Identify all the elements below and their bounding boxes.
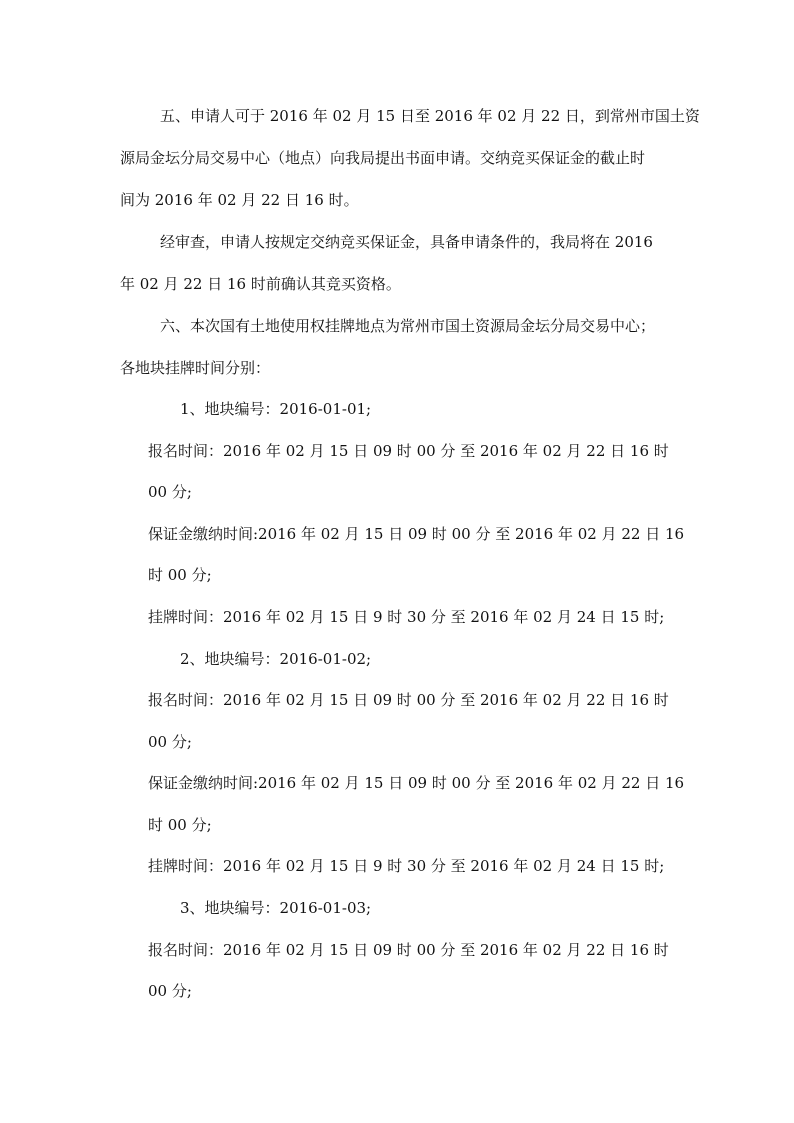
parcel-3-registration-line-1: 报名时间：2016 年 02 月 15 日 09 时 00 分 至 2016 年 02 月 22 日 16 时 bbox=[148, 941, 669, 959]
parcel-3-heading: 3、地块编号：2016-01-03; bbox=[180, 899, 372, 917]
paragraph-5-line-2: 源局金坛分局交易中心（地点）向我局提出书面申请。交纳竞买保证金的截止时 bbox=[120, 149, 646, 167]
review-paragraph-line-2: 年 02 月 22 日 16 时前确认其竞买资格。 bbox=[120, 275, 401, 293]
parcel-2-registration-line-2: 00 分; bbox=[148, 733, 192, 751]
paragraph-6-line-2: 各地块挂牌时间分别： bbox=[120, 359, 271, 377]
parcel-2-deposit-line-2: 时 00 分; bbox=[148, 816, 212, 834]
parcel-3-registration-line-2: 00 分; bbox=[148, 982, 192, 1000]
parcel-1-deposit-line-2: 时 00 分; bbox=[148, 566, 212, 584]
parcel-1-heading: 1、地块编号：2016-01-01; bbox=[180, 400, 372, 418]
parcel-2-heading: 2、地块编号：2016-01-02; bbox=[180, 650, 372, 668]
parcel-2-listing-time: 挂牌时间：2016 年 02 月 15 日 9 时 30 分 至 2016 年 02 月 24 日 15 时; bbox=[148, 857, 665, 875]
parcel-1-deposit-line-1: 保证金缴纳时间:2016 年 02 月 15 日 09 时 00 分 至 2016 年 02 月 22 日 16 bbox=[148, 525, 685, 543]
parcel-1-registration-line-2: 00 分; bbox=[148, 483, 192, 501]
parcel-2-registration-line-1: 报名时间：2016 年 02 月 15 日 09 时 00 分 至 2016 年 02 月 22 日 16 时 bbox=[148, 691, 669, 709]
paragraph-6-line-1: 六、本次国有土地使用权挂牌地点为常州市国土资源局金坛分局交易中心； bbox=[160, 317, 656, 335]
parcel-1-listing-time: 挂牌时间：2016 年 02 月 15 日 9 时 30 分 至 2016 年 02 月 24 日 15 时; bbox=[148, 608, 665, 626]
paragraph-5-line-3: 间为 2016 年 02 月 22 日 16 时。 bbox=[120, 191, 359, 209]
parcel-2-deposit-line-1: 保证金缴纳时间:2016 年 02 月 15 日 09 时 00 分 至 2016 年 02 月 22 日 16 bbox=[148, 774, 685, 792]
parcel-1-registration-line-1: 报名时间：2016 年 02 月 15 日 09 时 00 分 至 2016 年 02 月 22 日 16 时 bbox=[148, 442, 669, 460]
paragraph-5-line-1: 五、申请人可于 2016 年 02 月 15 日至 2016 年 02 月 22 日，到常州市国土资 bbox=[160, 107, 700, 125]
review-paragraph-line-1: 经审查，申请人按规定交纳竞买保证金，具备申请条件的，我局将在 2016 bbox=[160, 233, 653, 251]
